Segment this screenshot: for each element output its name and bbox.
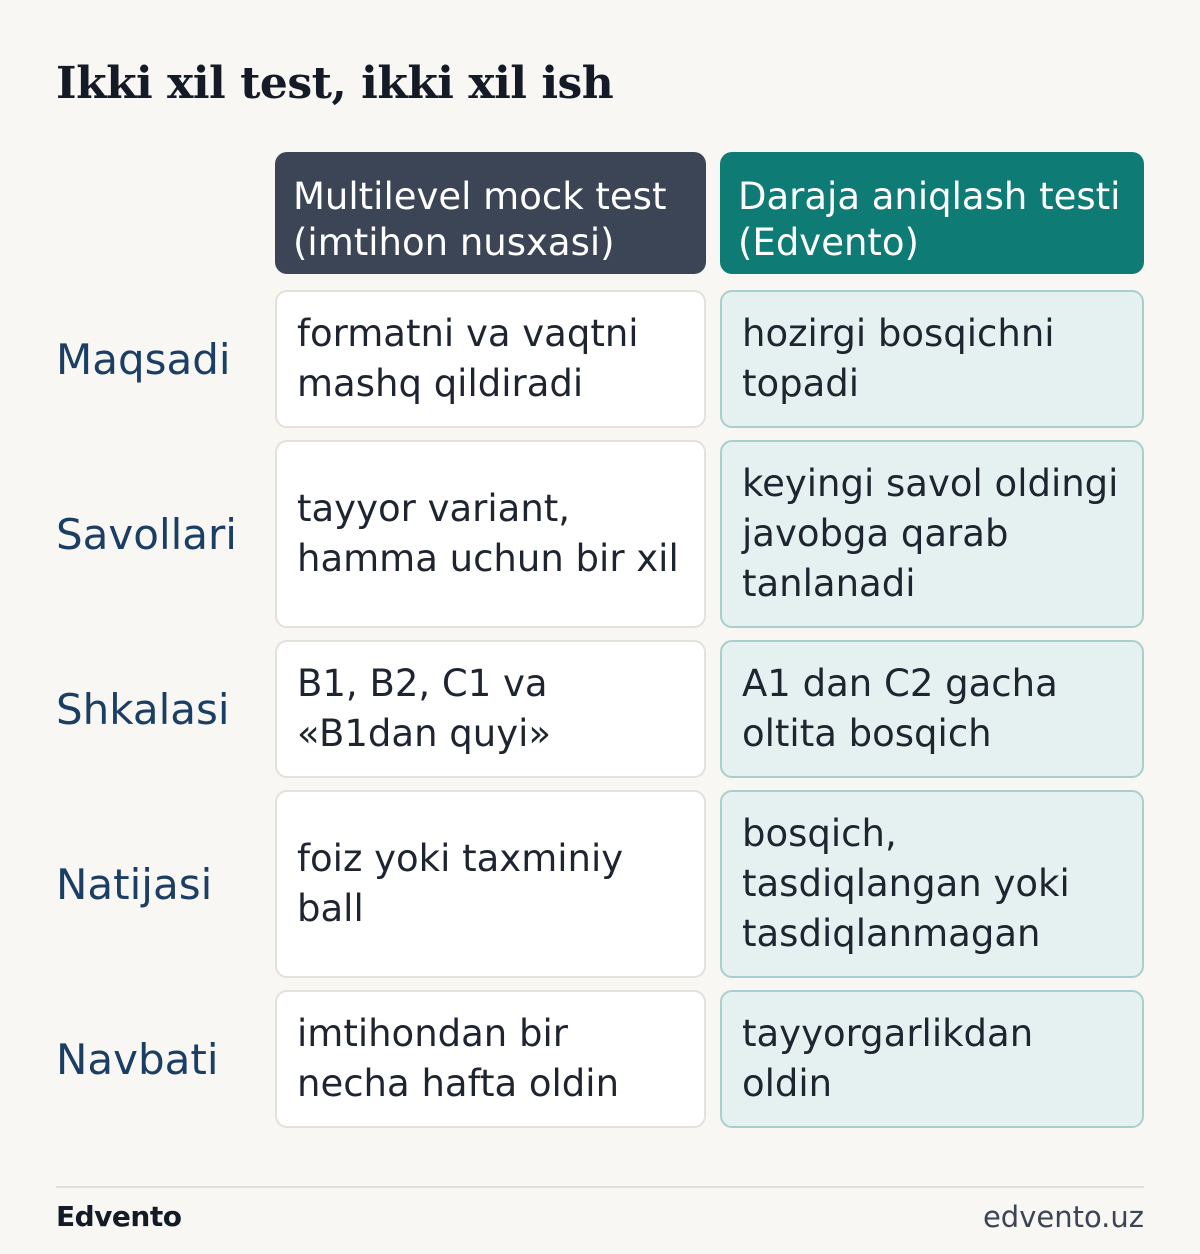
cell-level-shkalasi: A1 dan C2 gacha oltita bosqich	[720, 640, 1144, 778]
page-title: Ikki xil test, ikki xil ish	[56, 58, 614, 109]
cell-mock-shkalasi: B1, B2, C1 va «B1dan quyi»	[275, 640, 706, 778]
row-label-maqsadi: Maqsadi	[56, 334, 231, 384]
cell-mock-navbati: imtihondan bir necha hafta oldin	[275, 990, 706, 1128]
brand-logo: Edvento	[56, 1200, 182, 1233]
footer-divider	[56, 1186, 1144, 1188]
row-label-navbati: Navbati	[56, 1034, 219, 1084]
cell-level-natijasi: bosqich, tasdiqlangan yoki tasdiqlanmagan	[720, 790, 1144, 978]
cell-level-savollari: keyingi savol oldingi javobga qarab tanlanadi	[720, 440, 1144, 628]
website-url[interactable]: edvento.uz	[982, 1200, 1144, 1234]
cell-level-maqsadi: hozirgi bosqichni topadi	[720, 290, 1144, 428]
cell-mock-maqsadi: formatni va vaqtni mashq qildiradi	[275, 290, 706, 428]
cell-mock-natijasi: foiz yoki taxminiy ball	[275, 790, 706, 978]
column-header-mock-test: Multilevel mock test (imtihon nusxasi)	[275, 152, 706, 274]
row-label-shkalasi: Shkalasi	[56, 684, 230, 734]
cell-mock-savollari: tayyor variant, hamma uchun bir xil	[275, 440, 706, 628]
cell-level-navbati: tayyorgarlikdan oldin	[720, 990, 1144, 1128]
column-header-level-test: Daraja aniqlash testi (Edvento)	[720, 152, 1144, 274]
row-label-natijasi: Natijasi	[56, 859, 213, 909]
row-label-savollari: Savollari	[56, 509, 237, 559]
